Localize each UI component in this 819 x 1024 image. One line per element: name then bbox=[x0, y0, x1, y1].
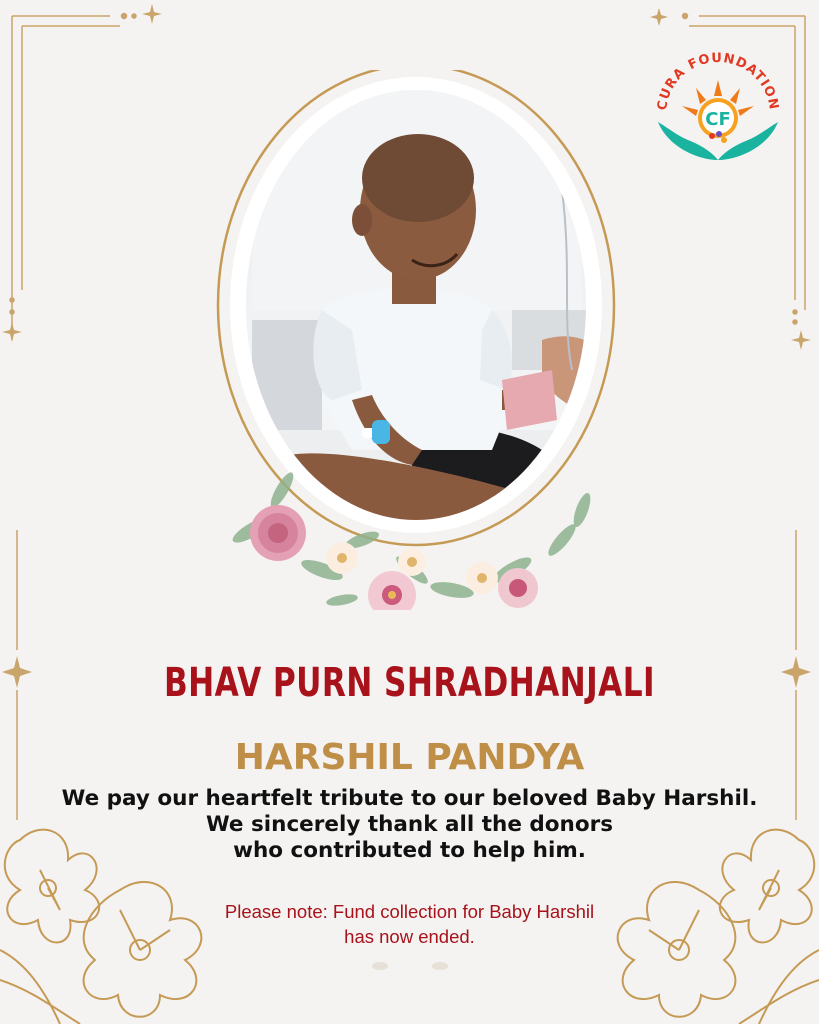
gold-flower-outline-right bbox=[599, 810, 819, 1024]
page-title: BHAV PURN SHRADHANJALI bbox=[164, 660, 655, 706]
tribute-line: who contributed to help him. bbox=[233, 838, 586, 863]
note-line: has now ended. bbox=[344, 926, 475, 947]
portrait-frame bbox=[212, 70, 620, 610]
person-name: HARSHIL PANDYA bbox=[234, 737, 585, 778]
peony-flower-icon bbox=[250, 505, 306, 561]
tribute-line: We sincerely thank all the donors bbox=[205, 812, 614, 837]
corner-ornament-top-left bbox=[0, 0, 170, 350]
tribute-line: We pay our heartfelt tribute to our beloved Baby Harshil. bbox=[61, 786, 758, 811]
gold-flower-outline-left bbox=[0, 810, 220, 1024]
cura-foundation-logo bbox=[648, 52, 788, 172]
logo-monogram: CF bbox=[705, 109, 731, 130]
logo-text: CURA FOUNDATION bbox=[654, 52, 782, 112]
cosmos-flower-icon bbox=[368, 571, 416, 610]
cosmos-flower-icon bbox=[498, 568, 538, 608]
decorative-dots bbox=[368, 958, 458, 974]
note-line: Please note: Fund collection for Baby Harshil bbox=[224, 901, 595, 922]
